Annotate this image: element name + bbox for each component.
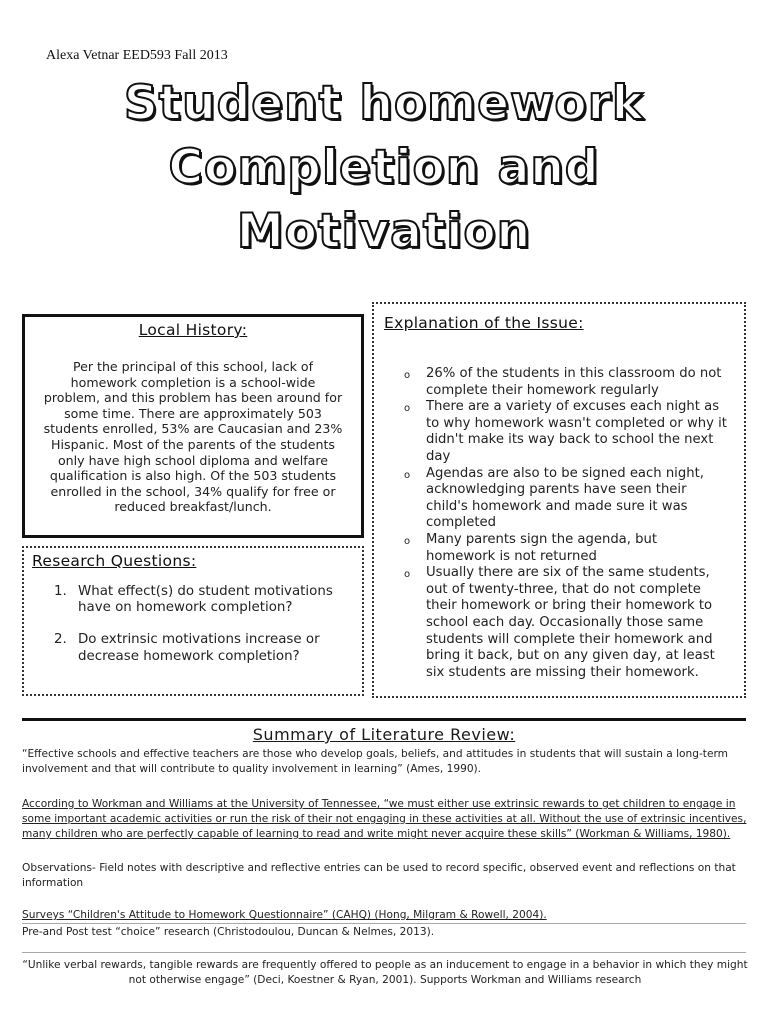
- list-number: 1.: [54, 584, 67, 599]
- bullet-icon: o: [404, 370, 411, 381]
- list-item-text: Usually there are six of the same students, out of twenty-three, that do not complete their homework or bring their homework to school each day. Occasionally those same students will complete their homework and bring it back, but on any given day, at least six students are missing their homework.: [426, 565, 715, 680]
- literature-paragraph: According to Workman and Williams at the University of Tennessee, “we must either use extrinsic rewards to get children to engage in some important academic activities or run the risk of their not engaging in these activities at all. Without the use of extrinsic incentives, many children who are perfectly capable of learning to read and write might never acquire these skills” (Workman & Williams, 1980).: [22, 798, 747, 840]
- list-item-text: Agendas are also to be signed each night, acknowledging parents have seen their child's homework and made sure it was completed: [426, 465, 704, 531]
- bullet-icon: o: [404, 469, 411, 481]
- list-item: [404, 466, 730, 532]
- literature-paragraph: “Effective schools and effective teachers are those who develop goals, beliefs, and attitudes in students that will sustain a long-term involvement and that will contribute to quality involvement in learning” (Ames, 1990).: [22, 748, 728, 775]
- list-number: 2.: [54, 632, 67, 648]
- literature-paragraph: Observations- Field notes with descriptive and reflective entries can be used to record specific, observed event and reflections on that information: [22, 862, 736, 889]
- research-questions-list: [24, 584, 362, 665]
- literature-paragraph: Pre-and Post test “choice” research (Christodoulou, Duncan & Nelmes, 2013).: [22, 926, 435, 938]
- local-history-box: [22, 314, 364, 538]
- title-line-3: Motivation: [236, 204, 532, 259]
- list-item: [54, 584, 352, 616]
- list-item: [54, 632, 352, 664]
- research-questions-box: [22, 546, 364, 696]
- local-history-body: Per the principal of this school, lack of homework completion is a school-wide problem, and this problem has been around for some time. There are approximately 503 students enrolled, 53% are Caucasian and 23% Hispanic. Most of the parents of the students only have high school diploma and welfare qualification is also high. Of the 503 students enrolled in the school, 34% qualify for free or reduced breakfast/lunch.: [43, 359, 343, 515]
- bullet-icon: o: [404, 403, 411, 415]
- list-item: [404, 565, 730, 681]
- author-line: Alexa Vetnar EED593 Fall 2013: [46, 48, 228, 63]
- list-item: [404, 532, 730, 565]
- bullet-icon: o: [404, 569, 411, 581]
- issue-list: [374, 366, 744, 681]
- list-item: [404, 366, 730, 399]
- research-questions-heading: Research Questions:: [32, 552, 197, 570]
- list-item-text: There are a variety of excuses each night as to why homework wasn't completed or why it didn't make its way back to school the next day: [426, 399, 727, 464]
- page-title: [0, 72, 768, 264]
- list-item: [404, 399, 730, 465]
- title-line-2: Completion and: [168, 140, 600, 195]
- local-history-heading: Local History:: [138, 321, 248, 339]
- divider: [22, 923, 746, 924]
- section-divider: [22, 718, 746, 721]
- summary-heading: Summary of Literature Review:: [252, 725, 516, 744]
- list-item-text: What effect(s) do student motivations have on homework completion?: [78, 584, 333, 616]
- issue-heading: Explanation of the Issue:: [384, 314, 584, 332]
- list-item-text: 26% of the students in this classroom do not complete their homework regularly: [426, 366, 722, 398]
- literature-paragraph: “Unlike verbal rewards, tangible rewards are frequently offered to people as an inducement to engage in a behavior in which they might not otherwise engage” (Deci, Koestner & Ryan, 2001). Supports Workman and Williams research: [22, 959, 748, 986]
- divider: [22, 952, 746, 953]
- list-item-text: Do extrinsic motivations increase or decrease homework completion?: [78, 632, 320, 664]
- literature-paragraph: Surveys “Children's Attitude to Homework Questionnaire” (CAHQ) (Hong, Milgram & Rowell, 2004).: [22, 909, 547, 921]
- list-item-text: Many parents sign the agenda, but homework is not returned: [426, 531, 658, 564]
- issue-explanation-box: [372, 302, 746, 698]
- title-line-1: Student homework: [123, 76, 645, 131]
- bullet-icon: o: [404, 535, 411, 547]
